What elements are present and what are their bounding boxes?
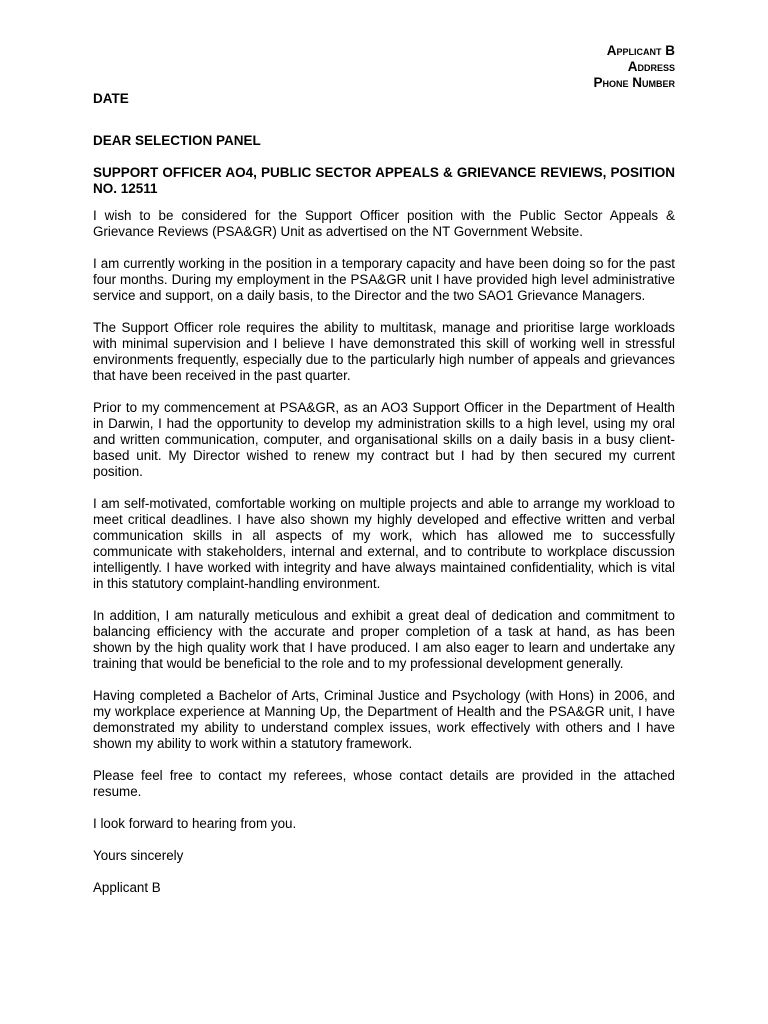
signature-name: Applicant B — [93, 880, 161, 895]
letter-page — [93, 0, 675, 1024]
body-paragraph-4: Prior to my commencement at PSA&GR, as an AO3 Support Officer in the Department of Health in Darwin, I had the opportunity to develop my administration skills to a high level, using my oral and written communication, computer, and organisational skills on a daily basis in a busy client-based unit. My Director wished to renew my contract but I had by then secured my current position. — [93, 400, 675, 479]
closing-line: I look forward to hearing from you. — [93, 816, 297, 831]
sender-phone: Phone Number — [593, 75, 675, 90]
sender-block — [593, 43, 675, 91]
sender-name: Applicant B — [606, 43, 675, 58]
salutation: DEAR SELECTION PANEL — [93, 133, 261, 148]
subject-line: SUPPORT OFFICER AO4, PUBLIC SECTOR APPEALS & GRIEVANCE REVIEWS, POSITION NO. 12511 — [93, 165, 675, 196]
body-paragraph-6: In addition, I am naturally meticulous and exhibit a great deal of dedication and commitment to balancing efficiency with the accurate and proper completion of a task at hand, as has been shown by the high quality work that I have produced. I am also eager to learn and undertake any training that would be beneficial to the role and to my professional development generally. — [93, 608, 675, 671]
letter-date: DATE — [93, 91, 129, 106]
sign-off: Yours sincerely — [93, 848, 184, 863]
letter-body — [93, 208, 675, 912]
closing-block — [93, 816, 675, 896]
body-paragraph-1: I wish to be considered for the Support Officer position with the Public Sector Appeals & Grievance Reviews (PSA&GR) Unit as advertised on the NT Government Website. — [93, 208, 675, 239]
body-paragraph-2: I am currently working in the position in a temporary capacity and have been doing so for the past four months. During my employment in the PSA&GR unit I have provided high level administrative service and support, on a daily basis, to the Director and the two SAO1 Grievance Managers. — [93, 256, 675, 303]
body-paragraph-8: Please feel free to contact my referees, whose contact details are provided in the attached resume. — [93, 768, 675, 799]
body-paragraph-5: I am self-motivated, comfortable working on multiple projects and able to arrange my workload to meet critical deadlines. I have also shown my highly developed and effective written and verbal communication skills in all aspects of my work, which has allowed me to successfully communicate with stakeholders, internal and external, and to contribute to workplace discussion intelligently. I have worked with integrity and have always maintained confidentiality, which is vital in this statutory complaint-handling environment. — [93, 496, 675, 591]
sender-address: Address — [627, 59, 675, 74]
body-paragraph-7: Having completed a Bachelor of Arts, Criminal Justice and Psychology (with Hons) in 2006, and my workplace experience at Manning Up, the Department of Health and the PSA&GR unit, I have demonstrated my ability to understand complex issues, work effectively with others and I have shown my ability to work within a statutory framework. — [93, 688, 675, 751]
body-paragraph-3: The Support Officer role requires the ability to multitask, manage and prioritise large workloads with minimal supervision and I believe I have demonstrated this skill of working well in stressful environments frequently, especially due to the particularly high number of appeals and grievances that have been received in the past quarter. — [93, 320, 675, 383]
